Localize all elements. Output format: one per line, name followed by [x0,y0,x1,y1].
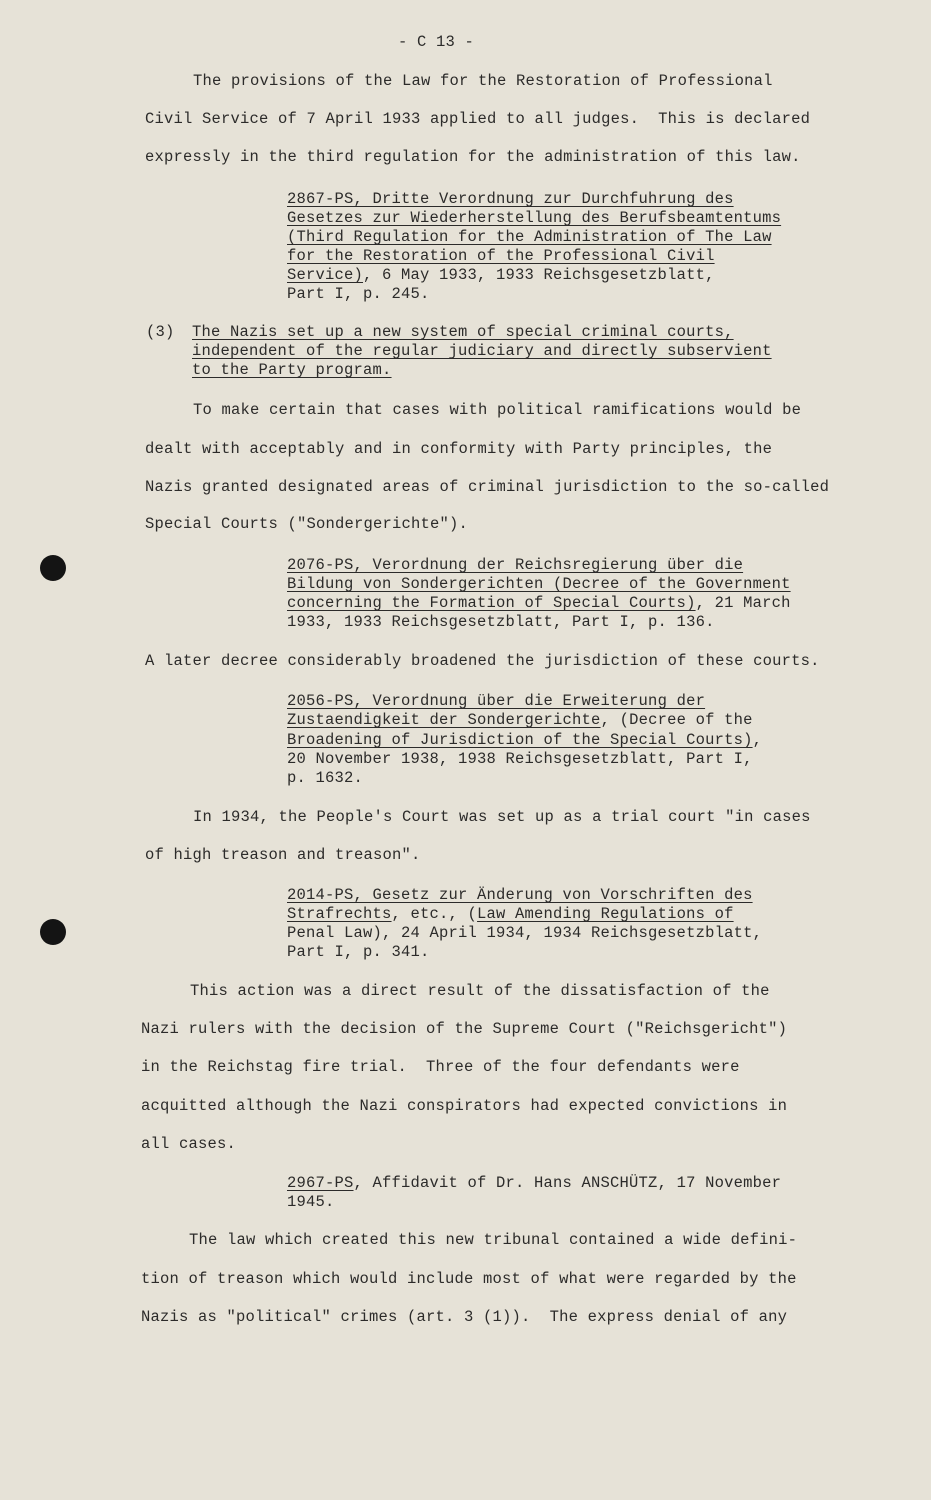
paragraph-line: all cases. [141,1135,237,1153]
paragraph-line: The law which created this new tribunal contained a wide defini- [189,1231,798,1249]
citation-text: , [752,731,763,749]
citation-text: , 21 March [695,594,791,612]
citation-text: , etc., ( [391,905,478,923]
paragraph-line: Special Courts ("Sondergerichte"). [145,515,469,533]
paragraph-line: dealt with acceptably and in conformity with Party principles, the [145,440,773,458]
citation-text: Zustaendigkeit der Sondergerichte [287,711,601,729]
paragraph-line: In 1934, the People's Court was set up as a trial court "in cases [193,808,811,826]
citation-text: 1933, 1933 Reichsgesetzblatt, Part I, p. 136. [287,613,715,631]
section-heading-line: to the Party program. [192,361,392,379]
section-heading-line: The Nazis set up a new system of special criminal courts, [192,323,734,341]
paragraph-line: acquitted although the Nazi conspirators had expected convictions in [141,1097,788,1115]
paragraph-line: in the Reichstag fire trial. Three of the four defendants were [141,1058,740,1076]
punch-hole-bottom [40,919,66,945]
paragraph-line: Civil Service of 7 April 1933 applied to all judges. This is declared [145,110,811,128]
citation-ref: 2967-PS [287,1174,354,1192]
citation-text: Strafrechts [287,905,392,923]
citation-text: Part I, p. 341. [287,943,430,961]
paragraph-line: Nazis as "political" crimes (art. 3 (1)). The express denial of any [141,1308,788,1326]
citation-text: Service) [287,266,364,284]
paragraph-line: tion of treason which would include most of what were regarded by the [141,1270,797,1288]
citation-text: , 6 May 1933, 1933 Reichsgesetzblatt, [363,266,715,284]
citation-text: p. 1632. [287,769,364,787]
paragraph-line: Nazis granted designated areas of criminal jurisdiction to the so-called [145,478,830,496]
citation-text: Part I, p. 245. [287,285,430,303]
paragraph-line: To make certain that cases with political ramifications would be [193,401,802,419]
punch-hole-top [40,555,66,581]
citation-text: , Dritte Verordnung zur Durchfuhrung des [353,190,734,208]
paragraph-line: The provisions of the Law for the Restoration of Professional [193,72,773,90]
citation-text: Broadening of Jurisdiction of the Special Courts) [287,731,753,749]
citation-text: , Verordnung der Reichsregierung über die [353,556,744,574]
citation-ref: 2076-PS [287,556,354,574]
citation-text: , Affidavit of Dr. Hans ANSCHÜTZ, 17 November [353,1174,782,1192]
citation-text: , (Decree of the [600,711,753,729]
citation-text: , Gesetz zur Änderung von Vorschriften des [353,886,753,904]
citation-text: (Third Regulation for the Administration of The Law [287,228,772,246]
citation-text: Law Amending Regulations of [477,905,734,923]
paragraph-line: This action was a direct result of the dissatisfaction of the [190,982,770,1000]
page-number: - C 13 - [398,33,475,51]
paragraph-line: Nazi rulers with the decision of the Supreme Court ("Reichsgericht") [141,1020,788,1038]
citation-ref: 2867-PS [287,190,354,208]
citation-text: Bildung von Sondergerichten (Decree of the Government [287,575,791,593]
citation-text: concerning the Formation of Special Courts) [287,594,696,612]
citation-ref: 2014-PS [287,886,354,904]
section-number: (3) [146,323,175,341]
paragraph-line: A later decree considerably broadened the jurisdiction of these courts. [145,652,820,670]
citation-text: Penal Law), 24 April 1934, 1934 Reichsgesetzblatt, [287,924,763,942]
paragraph-line: of high treason and treason". [145,846,421,864]
section-heading-line: independent of the regular judiciary and directly subservient [192,342,772,360]
citation-text: 1945. [287,1193,335,1211]
paragraph-line: expressly in the third regulation for the administration of this law. [145,148,801,166]
citation-text: 20 November 1938, 1938 Reichsgesetzblatt, Part I, [287,750,753,768]
citation-text: for the Restoration of the Professional Civil [287,247,715,265]
citation-text: , Verordnung über die Erweiterung der [353,692,706,710]
citation-ref: 2056-PS [287,692,354,710]
citation-text: Gesetzes zur Wiederherstellung des Berufsbeamtentums [287,209,782,227]
